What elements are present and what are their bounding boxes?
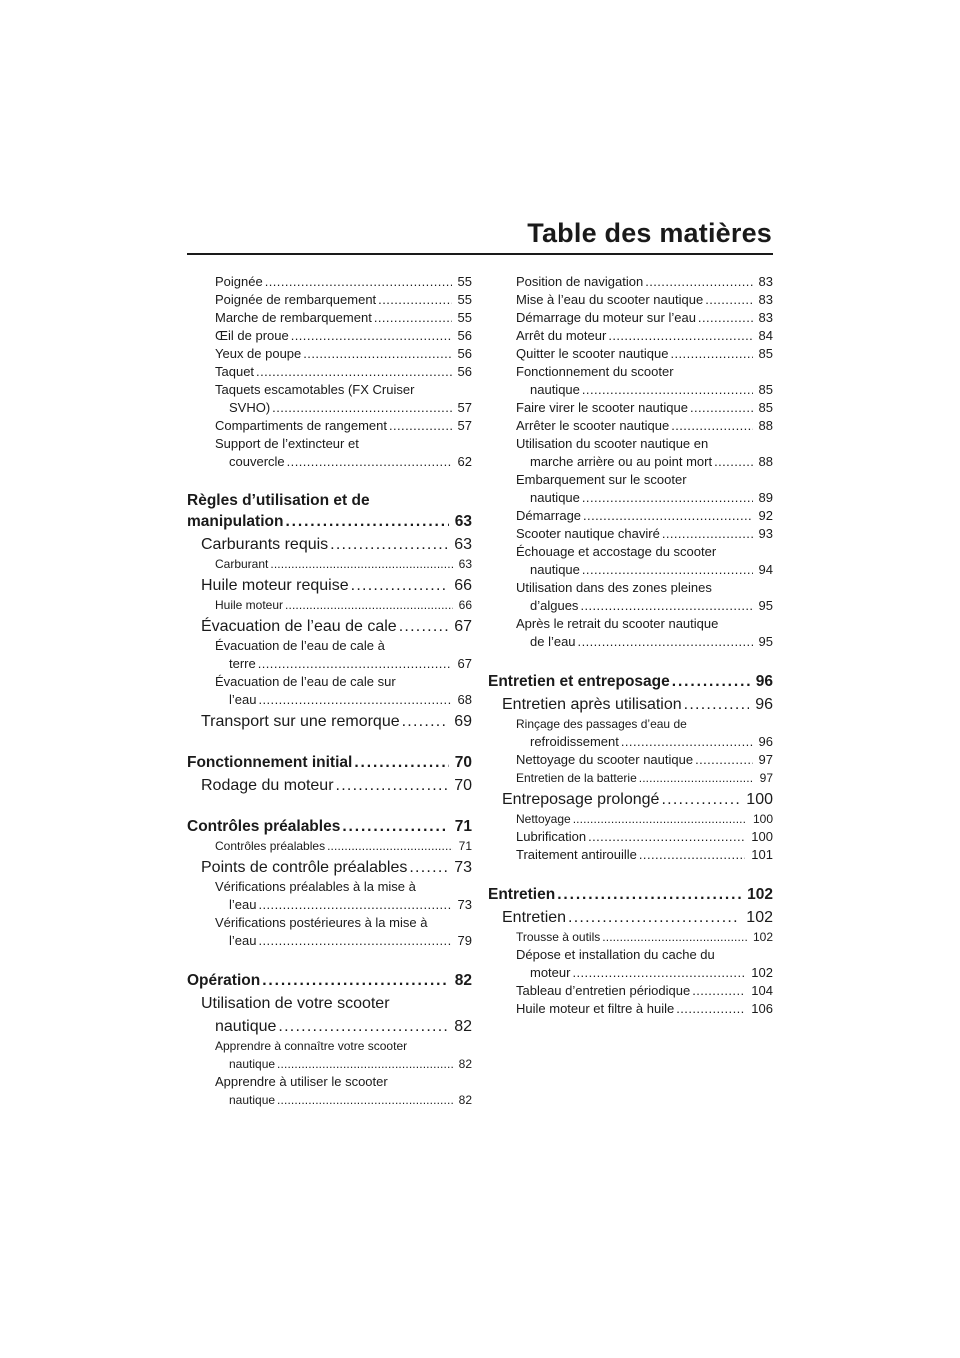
toc-item	[488, 345, 773, 363]
dot-leader	[588, 828, 745, 846]
dot-leader	[662, 525, 753, 543]
toc-page-number: 67	[454, 618, 472, 635]
toc-page-number: 82	[454, 972, 472, 989]
toc-entry-title: Après le retrait du scooter nautique	[516, 616, 719, 631]
toc-page-number: 66	[458, 598, 472, 612]
toc-item	[488, 291, 773, 309]
toc-section	[187, 511, 472, 532]
dot-leader	[695, 751, 752, 769]
toc-subsection	[488, 789, 773, 810]
toc-entry-title: marche arrière ou au point mort	[530, 454, 713, 469]
dot-leader	[582, 489, 753, 507]
toc-page-number: 85	[758, 400, 773, 415]
dot-leader	[645, 273, 752, 291]
toc-section	[187, 752, 472, 773]
dot-leader	[602, 928, 747, 946]
toc-item	[488, 597, 773, 615]
toc-page-number: 97	[758, 752, 773, 767]
toc-item	[187, 453, 472, 471]
toc-entry-title: Rodage du moteur	[201, 777, 334, 794]
dot-leader	[258, 932, 451, 950]
dot-leader	[336, 775, 449, 796]
toc-item	[488, 417, 773, 435]
toc-item	[488, 507, 773, 525]
toc-entry-title: Huile moteur requise	[201, 577, 349, 594]
toc-item	[488, 489, 773, 507]
toc-entry-title: Œil de proue	[215, 328, 289, 343]
toc-section	[187, 490, 472, 511]
toc-page-number: 55	[457, 310, 472, 325]
toc-page-number: 102	[751, 965, 773, 980]
toc-entry-title: Taquet	[215, 364, 255, 379]
toc-entry-title: manipulation	[187, 513, 284, 530]
toc-entry-title: Dépose et installation du cache du	[516, 947, 715, 962]
toc-page-number: 104	[751, 983, 773, 998]
toc-entry-title: Nettoyage	[516, 812, 571, 826]
dot-leader	[277, 1055, 453, 1073]
toc-entry-title: nautique	[530, 562, 580, 577]
toc-item	[187, 435, 472, 453]
toc-entry-title: Fonctionnement initial	[187, 754, 353, 771]
toc-entry-title: Nettoyage du scooter nautique	[516, 752, 694, 767]
toc-item	[488, 715, 773, 733]
toc-entry-title: nautique	[530, 490, 580, 505]
toc-page-number: 82	[454, 1018, 472, 1035]
toc-entry-title: Entretien	[502, 909, 567, 926]
dot-leader	[278, 1016, 448, 1037]
toc-subsection	[187, 616, 472, 637]
toc-item	[187, 399, 472, 417]
toc-page-number: 106	[751, 1001, 773, 1016]
toc-entry-title: Démarrage du moteur sur l’eau	[516, 310, 696, 325]
toc-page-number: 82	[458, 1093, 472, 1107]
toc-page-number: 82	[458, 1057, 472, 1071]
toc-subsection	[187, 1016, 472, 1037]
toc-entry-title: SVHO)	[229, 400, 271, 415]
toc-subsection	[187, 534, 472, 555]
dot-leader	[285, 511, 448, 532]
toc-page-number: 88	[758, 454, 773, 469]
toc-item	[488, 471, 773, 489]
toc-entry-title: Taquets escamotables (FX Cruiser	[215, 382, 415, 397]
toc-page-number: 89	[758, 490, 773, 505]
toc-page-number: 85	[758, 346, 773, 361]
toc-entry-title: Fonctionnement du scooter	[516, 364, 674, 379]
toc-item	[187, 837, 472, 855]
toc-page-number: 92	[758, 508, 773, 523]
toc-item	[187, 363, 472, 381]
dot-leader	[661, 789, 740, 810]
toc-section	[488, 884, 773, 905]
dot-leader	[409, 857, 448, 878]
dot-leader	[582, 561, 753, 579]
toc-entry-title: Arrêter le scooter nautique	[516, 418, 670, 433]
toc-item	[187, 878, 472, 896]
toc-entry-title: Poignée de rembarquement	[215, 292, 377, 307]
toc-entry-title: Échouage et accostage du scooter	[516, 544, 717, 559]
toc-entry-title: Faire virer le scooter nautique	[516, 400, 688, 415]
toc-page-number: 71	[454, 818, 472, 835]
toc-entry-title: Démarrage	[516, 508, 582, 523]
toc-item	[488, 1000, 773, 1018]
toc-page-number: 95	[758, 634, 773, 649]
toc-item	[187, 914, 472, 932]
dot-leader	[258, 655, 452, 673]
toc-entry-title: Lubrification	[516, 829, 587, 844]
toc-entry-title: Apprendre à connaître votre scooter	[215, 1039, 408, 1053]
toc-item	[187, 291, 472, 309]
toc-subsection	[187, 575, 472, 596]
toc-entry-title: refroidissement	[530, 734, 619, 749]
toc-entry-title: Trousse à outils	[516, 930, 601, 944]
toc-item	[187, 273, 472, 291]
dot-leader	[287, 453, 452, 471]
toc-entry-title: nautique	[229, 1093, 276, 1107]
toc-entry-title: Utilisation dans des zones pleines	[516, 580, 712, 595]
toc-item	[488, 769, 773, 787]
toc-entry-title: Traitement antirouille	[516, 847, 637, 862]
toc-entry-title: Contrôles préalables	[215, 839, 326, 853]
toc-entry-title: l’eau	[229, 692, 257, 707]
toc-entry-title: Arrêt du moteur	[516, 328, 607, 343]
toc-item	[187, 655, 472, 673]
toc-item	[488, 964, 773, 982]
toc-page-number: 63	[454, 513, 472, 530]
dot-leader	[698, 309, 753, 327]
toc-entry-title: Entretien	[488, 886, 556, 903]
toc-item	[488, 435, 773, 453]
toc-item	[187, 381, 472, 399]
dot-leader	[258, 896, 451, 914]
dot-leader	[714, 453, 752, 471]
toc-page-number: 102	[746, 909, 773, 926]
toc-page-number: 100	[751, 829, 773, 844]
toc-page-number: 79	[457, 933, 472, 948]
toc-item	[187, 932, 472, 950]
toc-item	[488, 381, 773, 399]
toc-entry-title: Embarquement sur le scooter	[516, 472, 687, 487]
toc-page-number: 100	[746, 791, 773, 808]
toc-item	[488, 946, 773, 964]
toc-entry-title: nautique	[530, 382, 580, 397]
toc-item	[488, 327, 773, 345]
dot-leader	[399, 616, 449, 637]
toc-item	[187, 327, 472, 345]
toc-entry-title: Scooter nautique chaviré	[516, 526, 660, 541]
dot-leader	[684, 694, 750, 715]
toc-page-number: 97	[759, 771, 773, 785]
toc-item	[187, 309, 472, 327]
dot-leader	[374, 309, 452, 327]
dot-leader	[639, 846, 745, 864]
toc-page-number: 102	[752, 930, 773, 944]
toc-subsection	[187, 993, 472, 1014]
toc-item	[488, 543, 773, 561]
toc-page-number: 73	[454, 859, 472, 876]
toc-item	[488, 309, 773, 327]
dot-leader	[270, 555, 452, 573]
toc-page-number: 66	[454, 577, 472, 594]
toc-item	[488, 633, 773, 651]
toc-entry-title: Contrôles préalables	[187, 818, 341, 835]
toc-item	[488, 525, 773, 543]
toc-entry-title: Opération	[187, 972, 261, 989]
toc-page-number: 94	[758, 562, 773, 577]
toc-entry-title: Carburant	[215, 557, 269, 571]
toc-entry-title: d’algues	[530, 598, 579, 613]
dot-leader	[285, 596, 453, 614]
toc-section	[187, 816, 472, 837]
title-rule	[187, 253, 773, 255]
toc-entry-title: Tableau d’entretien périodique	[516, 983, 691, 998]
toc-page-number: 57	[457, 400, 472, 415]
toc-entry-title: de l’eau	[530, 634, 576, 649]
toc-subsection	[187, 775, 472, 796]
toc-subsection	[488, 694, 773, 715]
dot-leader	[639, 769, 754, 787]
toc-page-number: 88	[758, 418, 773, 433]
dot-leader	[572, 964, 745, 982]
toc-item	[187, 1055, 472, 1073]
dot-leader	[256, 363, 451, 381]
toc-page-number: 70	[454, 777, 472, 794]
toc-entry-title: Support de l’extincteur et	[215, 436, 359, 451]
toc-subsection	[488, 907, 773, 928]
toc-page-number: 83	[758, 292, 773, 307]
toc-item	[488, 751, 773, 769]
dot-leader	[291, 327, 452, 345]
toc-page-number: 57	[457, 418, 472, 433]
toc-entry-title: nautique	[229, 1057, 276, 1071]
toc-entry-title: Mise à l’eau du scooter nautique	[516, 292, 704, 307]
toc-entry-title: Entretien de la batterie	[516, 771, 637, 785]
toc-item	[187, 417, 472, 435]
toc-page-number: 95	[758, 598, 773, 613]
toc-page-number: 102	[747, 886, 773, 903]
toc-item	[488, 828, 773, 846]
dot-leader	[351, 575, 449, 596]
page-title: Table des matières	[527, 218, 772, 248]
dot-leader	[705, 291, 752, 309]
toc-entry-title: Vérifications préalables à la mise à	[215, 879, 416, 894]
toc-entry-title: moteur	[530, 965, 571, 980]
dot-leader	[262, 970, 449, 991]
dot-leader	[583, 507, 753, 525]
dot-leader	[330, 534, 448, 555]
dot-leader	[676, 1000, 745, 1018]
toc-entry-title: Utilisation du scooter nautique en	[516, 436, 709, 451]
toc-item	[488, 615, 773, 633]
dot-leader	[672, 671, 750, 692]
dot-leader	[582, 381, 753, 399]
toc-page-number: 56	[457, 364, 472, 379]
dot-leader	[692, 982, 745, 1000]
dot-leader	[258, 691, 451, 709]
toc-page-number: 71	[458, 839, 472, 853]
toc-entry-title: Apprendre à utiliser le scooter	[215, 1074, 388, 1089]
toc-item	[187, 691, 472, 709]
toc-right-column	[488, 273, 773, 1018]
toc-page-number: 55	[457, 274, 472, 289]
toc-item	[187, 345, 472, 363]
toc-item	[488, 363, 773, 381]
toc-entry-title: Huile moteur	[215, 598, 284, 612]
toc-page-number: 73	[457, 897, 472, 912]
toc-item	[488, 399, 773, 417]
toc-page-number: 69	[454, 713, 472, 730]
toc-item	[488, 733, 773, 751]
toc-page-number: 100	[752, 812, 773, 826]
toc-section	[488, 671, 773, 692]
toc-entry-title: l’eau	[229, 897, 257, 912]
toc-page-number: 55	[457, 292, 472, 307]
toc-item	[488, 579, 773, 597]
toc-entry-title: nautique	[215, 1018, 277, 1035]
toc-entry-title: Vérifications postérieures à la mise à	[215, 915, 428, 930]
toc-section	[187, 970, 472, 991]
toc-entry-title: Rinçage des passages d’eau de	[516, 717, 687, 731]
dot-leader	[557, 884, 741, 905]
toc-entry-title: Règles d’utilisation et de	[187, 492, 370, 509]
toc-page-number: 68	[457, 692, 472, 707]
dot-leader	[327, 837, 453, 855]
toc-item	[488, 273, 773, 291]
dot-leader	[303, 345, 451, 363]
dot-leader	[580, 597, 752, 615]
toc-item	[187, 637, 472, 655]
toc-entry-title: terre	[229, 656, 256, 671]
toc-entry-title: Entreposage prolongé	[502, 791, 660, 808]
dot-leader	[621, 733, 753, 751]
toc-item	[488, 561, 773, 579]
toc-page-number: 101	[751, 847, 773, 862]
toc-item	[187, 896, 472, 914]
toc-entry-title: Yeux de poupe	[215, 346, 302, 361]
dot-leader	[578, 633, 753, 651]
dot-leader	[671, 417, 752, 435]
toc-subsection	[187, 857, 472, 878]
toc-item	[488, 846, 773, 864]
toc-page-number: 62	[457, 454, 472, 469]
toc-item	[488, 810, 773, 828]
toc-entry-title: Transport sur une remorque	[201, 713, 400, 730]
toc-item	[488, 928, 773, 946]
toc-entry-title: Points de contrôle préalables	[201, 859, 408, 876]
toc-item	[187, 1091, 472, 1109]
toc-page-number: 84	[758, 328, 773, 343]
toc-item	[187, 1073, 472, 1091]
dot-leader	[389, 417, 452, 435]
toc-entry-title: Position de navigation	[516, 274, 644, 289]
toc-entry-title: Évacuation de l’eau de cale	[201, 618, 397, 635]
dot-leader	[272, 399, 451, 417]
dot-leader	[265, 273, 452, 291]
toc-item	[187, 673, 472, 691]
toc-entry-title: Évacuation de l’eau de cale sur	[215, 674, 396, 689]
toc-entry-title: Compartiments de rangement	[215, 418, 387, 433]
toc-page-number: 96	[758, 734, 773, 749]
toc-entry-title: Entretien et entreposage	[488, 673, 670, 690]
dot-leader	[277, 1091, 453, 1109]
dot-leader	[608, 327, 752, 345]
toc-entry-title: Carburants requis	[201, 536, 329, 553]
toc-entry-title: Utilisation de votre scooter	[201, 995, 390, 1012]
dot-leader	[378, 291, 451, 309]
toc-page-number: 63	[454, 536, 472, 553]
toc-item	[187, 596, 472, 614]
toc-page-number: 83	[758, 310, 773, 325]
toc-item	[187, 1037, 472, 1055]
dot-leader	[342, 816, 448, 837]
toc-page-number: 85	[758, 382, 773, 397]
toc-entry-title: Quitter le scooter nautique	[516, 346, 669, 361]
dot-leader	[402, 711, 449, 732]
dot-leader	[670, 345, 752, 363]
toc-entry-title: couvercle	[229, 454, 285, 469]
toc-page-number: 56	[457, 346, 472, 361]
toc-item	[488, 453, 773, 471]
toc-item	[187, 555, 472, 573]
dot-leader	[573, 810, 747, 828]
toc-page-number: 96	[755, 673, 773, 690]
dot-leader	[568, 907, 740, 928]
toc-entry-title: Évacuation de l’eau de cale à	[215, 638, 385, 653]
dot-leader	[690, 399, 753, 417]
toc-page-number: 63	[458, 557, 472, 571]
toc-page-number: 67	[457, 656, 472, 671]
toc-left-column	[187, 273, 472, 1109]
toc-page-number: 96	[755, 696, 773, 713]
toc-page-number: 83	[758, 274, 773, 289]
toc-entry-title: Entretien après utilisation	[502, 696, 682, 713]
toc-entry-title: Huile moteur et filtre à huile	[516, 1001, 675, 1016]
dot-leader	[354, 752, 448, 773]
toc-page-number: 70	[454, 754, 472, 771]
toc-item	[488, 982, 773, 1000]
toc-entry-title: Poignée	[215, 274, 263, 289]
toc-page-number: 93	[758, 526, 773, 541]
toc-entry-title: l’eau	[229, 933, 257, 948]
toc-entry-title: Marche de rembarquement	[215, 310, 372, 325]
toc-page-number: 56	[457, 328, 472, 343]
toc-subsection	[187, 711, 472, 732]
